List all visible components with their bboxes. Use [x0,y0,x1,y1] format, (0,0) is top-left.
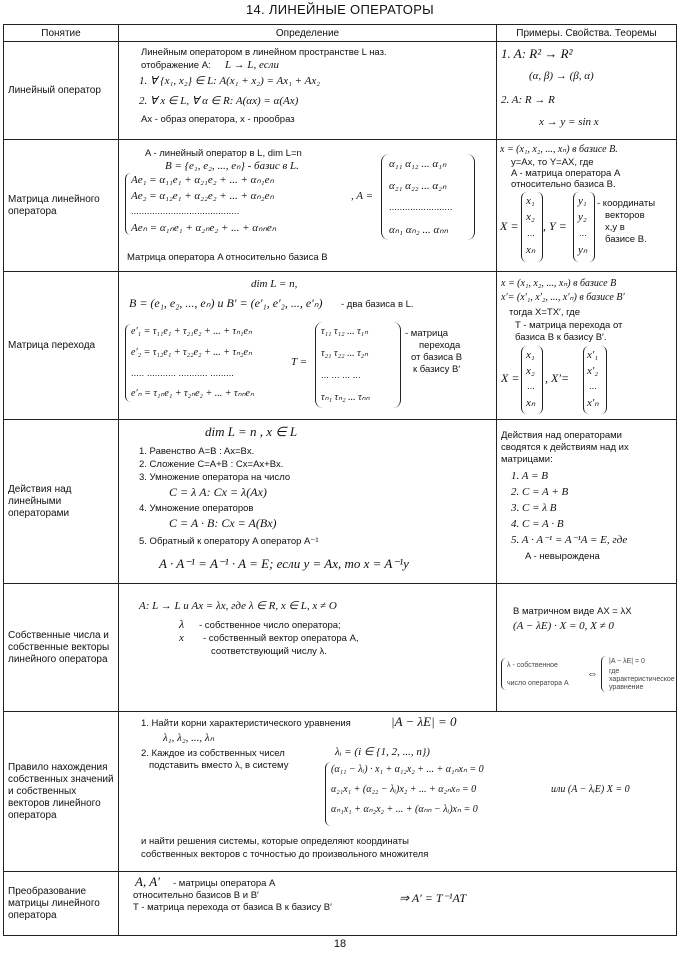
ex-formula: x′= (x′₁, x′₂, ..., x′ₙ) в базисе B′ [501,292,625,303]
def-text: 2. Сложение C=A+B : Cx=Ax+Bx. [139,459,284,470]
def-formula: λᵢ = (i ∈ {1, 2, ..., n}) [335,746,430,758]
def-formula: A: L → L и Ax = λx, где λ ∈ R, x ∈ L, x ≠ O [139,600,337,612]
def-formula: e′ₙ = τ₁ₙe₁ + τ₂ₙe₂ + ... + τₙₙeₙ [131,388,254,399]
definition-cell [119,140,497,272]
examples-cell [497,420,677,584]
ex-text: матрицами: [501,454,553,465]
matrix-row: τₙ₁ τₙ₂ ... τₙₙ [321,392,370,403]
header-concept: Понятие [4,25,119,42]
def-text: относительно базисов B и B′ [133,890,259,901]
definition-cell [119,584,497,712]
def-text: Линейным оператором в линейном пространстве L наз. [141,47,387,58]
def-text: к базису B′ [413,364,461,375]
def-formula: 1. ∀ {x₁, x₂} ∈ L: A(x₁ + x₂) = Ax₁ + Ax₂ [139,75,321,87]
def-text: T - матрица перехода от базиса B к базису B′ [133,902,332,913]
ex-formula: 4. C = A · B [511,518,564,530]
def-formula: ⇒ A′ = T⁻¹AT [399,891,467,905]
def-formula: dim L = n , x ∈ L [205,424,298,439]
ex-text: уравнение [609,684,644,691]
vector-entry: ... [527,381,535,392]
vector-entry: x′₁ [587,349,599,361]
vector-entry: yₙ [578,244,588,256]
def-formula: Ae₁ = α₁₁e₁ + α₂₁e₂ + ... + αₙ₁eₙ [131,174,274,186]
vector-entry: x₁ [526,349,535,361]
ex-text: x,y в [605,222,625,233]
def-formula: L → L, если [225,59,279,71]
ex-formula: , X′= [545,371,570,385]
vector-entry: y₂ [578,211,587,223]
table-row [4,420,677,584]
def-formula: T = [291,356,308,368]
def-text: 5. Обратный к оператору A оператор A⁻¹ [139,536,319,547]
def-text: соответствующий числу λ. [211,646,327,657]
ex-text: y=Ax, то Y=AX, где [511,157,594,168]
ex-formula: 2. A: R → R [501,94,555,106]
definition-cell [119,42,497,140]
def-text: ......................................... [131,206,240,217]
definition-cell [119,420,497,584]
ex-text: λ - собственное [507,662,558,669]
ex-text: T - матрица перехода от [515,320,623,331]
def-formula: A, A′ [135,874,160,889]
def-text: отображение A: [141,60,211,71]
ex-text: |A − λE| = 0 [609,658,645,665]
vector-entry: x₂ [526,365,535,377]
ex-text: A - матрица оператора A [511,168,621,179]
def-formula: C = A · B: Cx = A(Bx) [169,516,277,530]
operators-table [3,24,677,936]
ex-formula: (α, β) → (β, α) [529,70,594,82]
ex-text: базисе B. [605,234,647,245]
def-formula: λ [179,617,185,631]
def-formula: Aeₙ = α₁ₙe₁ + α₂ₙe₂ + ... + αₙₙeₙ [131,222,277,234]
vector-entry: xₙ [526,244,536,256]
page-number: 18 [333,938,347,950]
def-formula: , A = [351,190,373,202]
vector-entry: ... [579,228,587,239]
def-formula: λ₁, λ₂, ..., λₙ [163,732,215,744]
def-text: - матрицы оператора A [173,878,276,889]
examples-cell [497,272,677,420]
def-text: - собственный вектор оператора A, [203,633,359,644]
def-text: от базиса B [411,352,463,363]
vector-entry: xₙ [526,397,536,409]
def-text: - матрица [405,328,449,339]
def-text: и найти решения системы, которые определяют координаты [141,836,409,847]
ex-text: базиса B к базису B′. [515,332,607,343]
definition-cell [119,872,677,936]
def-formula: e′₁ = τ₁₁e₁ + τ₂₁e₂ + ... + τₙ₁eₙ [131,326,252,337]
vector-entry: x₂ [526,211,535,223]
def-formula: αₙ₁x₁ + αₙ₂x₂ + ... + (αₙₙ − λᵢ)xₙ = 0 [331,804,478,815]
header-examples: Примеры. Свойства. Теоремы [497,25,677,42]
def-text: 3. Умножение оператора на число [139,472,291,483]
ex-formula: 5. A · A⁻¹ = A⁻¹A = E, где [511,534,628,546]
definition-cell [119,272,497,420]
def-formula: e′₂ = τ₁₂e₁ + τ₂₂e₂ + ... + τₙ₂eₙ [131,347,252,358]
ex-formula: (A − λE) · X = 0, X ≠ 0 [513,620,614,632]
ex-text: В матричном виде AX = λX [513,606,632,617]
concept-cell: Действия над линейными операторами [4,420,119,584]
table-row [4,272,677,420]
concept-cell: Линейный оператор [4,42,119,140]
ex-formula: x → y = sin x [539,116,599,128]
def-text: ..... ........... ........... ......... [131,368,234,379]
def-text: - два базиса в L. [341,299,414,310]
ex-formula: x = (x₁, x₂, ..., xₙ) в базисе B [501,278,617,289]
vector-entry: x′ₙ [587,397,599,409]
page-title: 14. ЛИНЕЙНЫЕ ОПЕРАТОРЫ [246,2,434,17]
ex-text: векторов [605,210,645,221]
ex-text: сводятся к действиям над их [501,442,629,453]
def-formula: или (A − λᵢE) X = 0 [551,784,630,795]
def-text: 1. Равенство A=B : Ax=Bx. [139,446,255,457]
ex-formula: 1. A = B [511,470,548,482]
matrix-row: αₙ₁ αₙ₂ ... αₙₙ [389,224,449,236]
table-row [4,872,677,936]
concept-cell: Правило нахождения собственных значений и собственных векторов линейного оператора [4,712,119,872]
table-row [4,584,677,712]
vector-entry: y₁ [578,195,587,207]
def-text: собственных векторов с точностью до произвольного множителя [141,849,429,860]
def-formula: |A − λE| = 0 [391,714,457,729]
ex-formula: 3. C = λ B [511,502,557,514]
ex-text: ⇔ [587,668,598,680]
ex-text: где [609,668,620,675]
def-formula: A · A⁻¹ = A⁻¹ · A = E; если y = Ax, то x = A⁻¹y [159,556,409,571]
ex-text: число оператора A [507,680,569,687]
def-formula: α₂₁x₁ + (α₂₂ − λᵢ)x₂ + ... + α₂ₙxₙ = 0 [331,784,477,795]
ex-text: A - невырождена [525,551,600,562]
ex-formula: 1. A: R² → R² [501,46,573,61]
ex-text: - координаты [597,198,656,209]
brace [501,658,506,690]
header-definition: Определение [119,25,497,42]
ex-text: Действия над операторами [501,430,622,441]
ex-formula: x = (x₁, x₂, ..., xₙ) в базисе B. [500,144,618,155]
def-formula: 2. ∀ x ∈ L, ∀ α ∈ R: A(αx) = α(Ax) [139,95,299,107]
table-header-row [4,25,677,42]
def-text: Ax - образ оператора, x - прообраз [141,114,295,125]
matrix-row: ... ... ... ... [321,370,361,381]
def-formula: Ae₂ = α₁₂e₁ + α₂₂e₂ + ... + αₙ₂eₙ [131,190,274,202]
def-formula: dim L = n, [251,278,298,290]
table-row [4,712,677,872]
matrix-row: ........................ [389,202,453,213]
def-text: 2. Каждое из собственных чисел [141,748,285,759]
def-text: A - линейный оператор в L, dim L=n [145,148,302,159]
concept-cell: Собственные числа и собственные векторы линейного оператора [4,584,119,712]
def-text: 4. Умножение операторов [139,503,254,514]
vector-entry: x₁ [526,195,535,207]
vector-entry: ... [589,381,597,392]
def-text: перехода [419,340,461,351]
matrix-row: τ₂₁ τ₂₂ ... τ₂ₙ [321,348,369,359]
matrix-row: α₂₁ α₂₂ ... α₂ₙ [389,180,447,192]
examples-cell [497,42,677,140]
vector-entry: ... [527,228,535,239]
def-text: подставить вместо λ, в систему [149,760,289,771]
concept-cell: Преобразование матрицы линейного оператора [4,872,119,936]
def-formula: B = {e₁, e₂, ..., eₙ} - базис в L. [165,160,299,172]
vector-entry: x′₂ [587,365,599,377]
ex-text: характеристическое [609,676,675,683]
def-text: Матрица оператора A относительно базиса B [127,252,328,263]
ex-formula: 2. C = A + B [511,486,569,498]
ex-formula: X = [501,371,520,385]
concept-cell: Матрица перехода [4,272,119,420]
table-row [4,140,677,272]
def-formula: C = λ A: Cx = λ(Ax) [169,485,267,499]
ex-text: относительно базиса B. [511,179,616,190]
def-formula: B = (e₁, e₂, ..., eₙ) и B′ = (e′₁, e′₂, ..., e′ₙ) [129,296,323,310]
definition-cell [119,712,677,872]
table-row [4,42,677,140]
ex-text: тогда X=TX′, где [509,307,580,318]
examples-cell [497,140,677,272]
ex-formula: X = [500,219,519,233]
matrix-row: τ₁₁ τ₁₂ ... τ₁ₙ [321,326,369,337]
examples-cell [497,584,677,712]
ex-formula: , Y = [543,219,567,233]
def-text: - собственное число оператора; [199,620,341,631]
matrix-row: α₁₁ α₁₂ ... α₁ₙ [389,158,447,170]
def-formula: x [179,632,184,644]
brace [601,656,606,692]
def-text: 1. Найти корни характеристического уравнения [141,718,351,729]
def-formula: (α₁₁ − λᵢ) · x₁ + α₁₂x₂ + ... + α₁ₙxₙ = 0 [331,764,484,775]
concept-cell: Матрица линейного оператора [4,140,119,272]
